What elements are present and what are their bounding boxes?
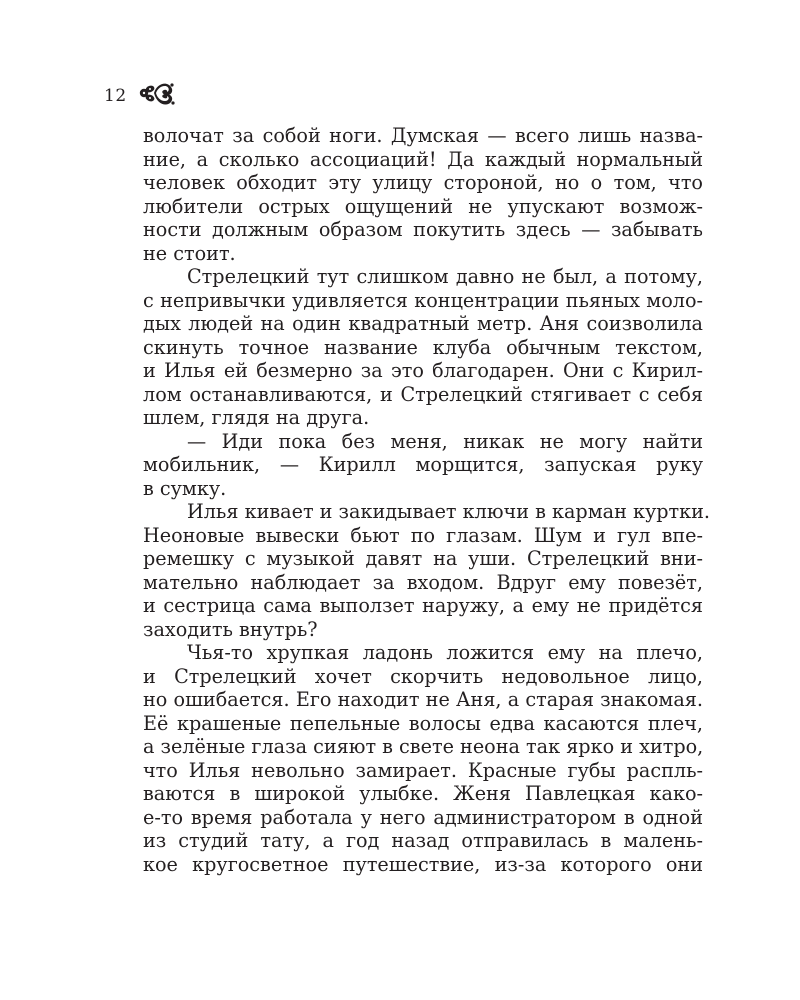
- text-line: мобильник, — Кирилл морщится, запуская руку: [143, 453, 703, 476]
- floral-ornament-icon: [137, 79, 177, 109]
- text-line: и Илья ей безмерно за это благодарен. Они с Кирил-: [143, 359, 703, 382]
- text-line: лом останавливаются, и Стрелецкий стягивает с себя: [143, 382, 703, 406]
- text-line: но ошибается. Его находит не Аня, а старая знакомая.: [143, 688, 703, 711]
- text-line: дых людей на один квадратный метр. Аня соизволила: [143, 312, 703, 335]
- text-line: ремешку с музыкой давят на уши. Стрелецкий вни-: [143, 547, 703, 570]
- text-line: мательно наблюдает за входом. Вдруг ему повезёт,: [143, 570, 703, 594]
- text-line: в сумку.: [143, 476, 227, 500]
- text-line: и сестрица сама выползет наружу, а ему не придётся: [143, 594, 703, 617]
- text-line: ваются в широкой улыбке. Женя Павлецкая како-: [143, 782, 703, 805]
- text-line: с непривычки удивляется концентрации пьяных моло-: [143, 288, 703, 312]
- text-line: не стоит.: [143, 241, 236, 265]
- text-line: и Стрелецкий хочет скорчить недовольное лицо,: [143, 664, 703, 688]
- text-line: Илья кивает и закидывает ключи в карман куртки.: [187, 500, 711, 523]
- text-line: Стрелецкий тут слишком давно не был, а потому,: [187, 265, 703, 288]
- text-line: что Илья невольно замирает. Красные губы распль-: [143, 758, 703, 782]
- text-line: ние, а сколько ассоциаций! Да каждый нормальный: [143, 147, 703, 171]
- text-line: волочат за собой ноги. Думская — всего лишь назва-: [143, 124, 703, 147]
- text-line: человек обходит эту улицу стороной, но о том, что: [143, 171, 703, 194]
- text-line: — Иди пока без меня, никак не могу найти: [187, 429, 703, 453]
- body-text: [143, 124, 711, 876]
- text-line: е-то время работала у него администратором в одной: [143, 805, 703, 829]
- text-line: шлем, глядя на друга.: [143, 406, 370, 429]
- text-line: Чья-то хрупкая ладонь ложится ему на плечо,: [187, 641, 703, 664]
- text-line: заходить внутрь?: [143, 617, 318, 641]
- page-number: 12: [104, 86, 127, 106]
- text-line: скинуть точное название клуба обычным текстом,: [143, 335, 703, 359]
- page-header: [104, 76, 177, 112]
- text-line: из студий тату, а год назад отправилась в малень-: [143, 829, 703, 852]
- text-line: Её крашеные пепельные волосы едва касаются плеч,: [143, 711, 703, 735]
- text-line: а зелёные глаза сияют в свете неона так ярко и хитро,: [143, 735, 704, 758]
- text-line: кое кругосветное путешествие, из-за которого они: [143, 852, 703, 876]
- text-line: Неоновые вывески бьют по глазам. Шум и гул впе-: [143, 523, 703, 547]
- text-line: ности должным образом покутить здесь — забывать: [143, 218, 703, 241]
- text-line: любители острых ощущений не упускают возмож-: [143, 194, 703, 218]
